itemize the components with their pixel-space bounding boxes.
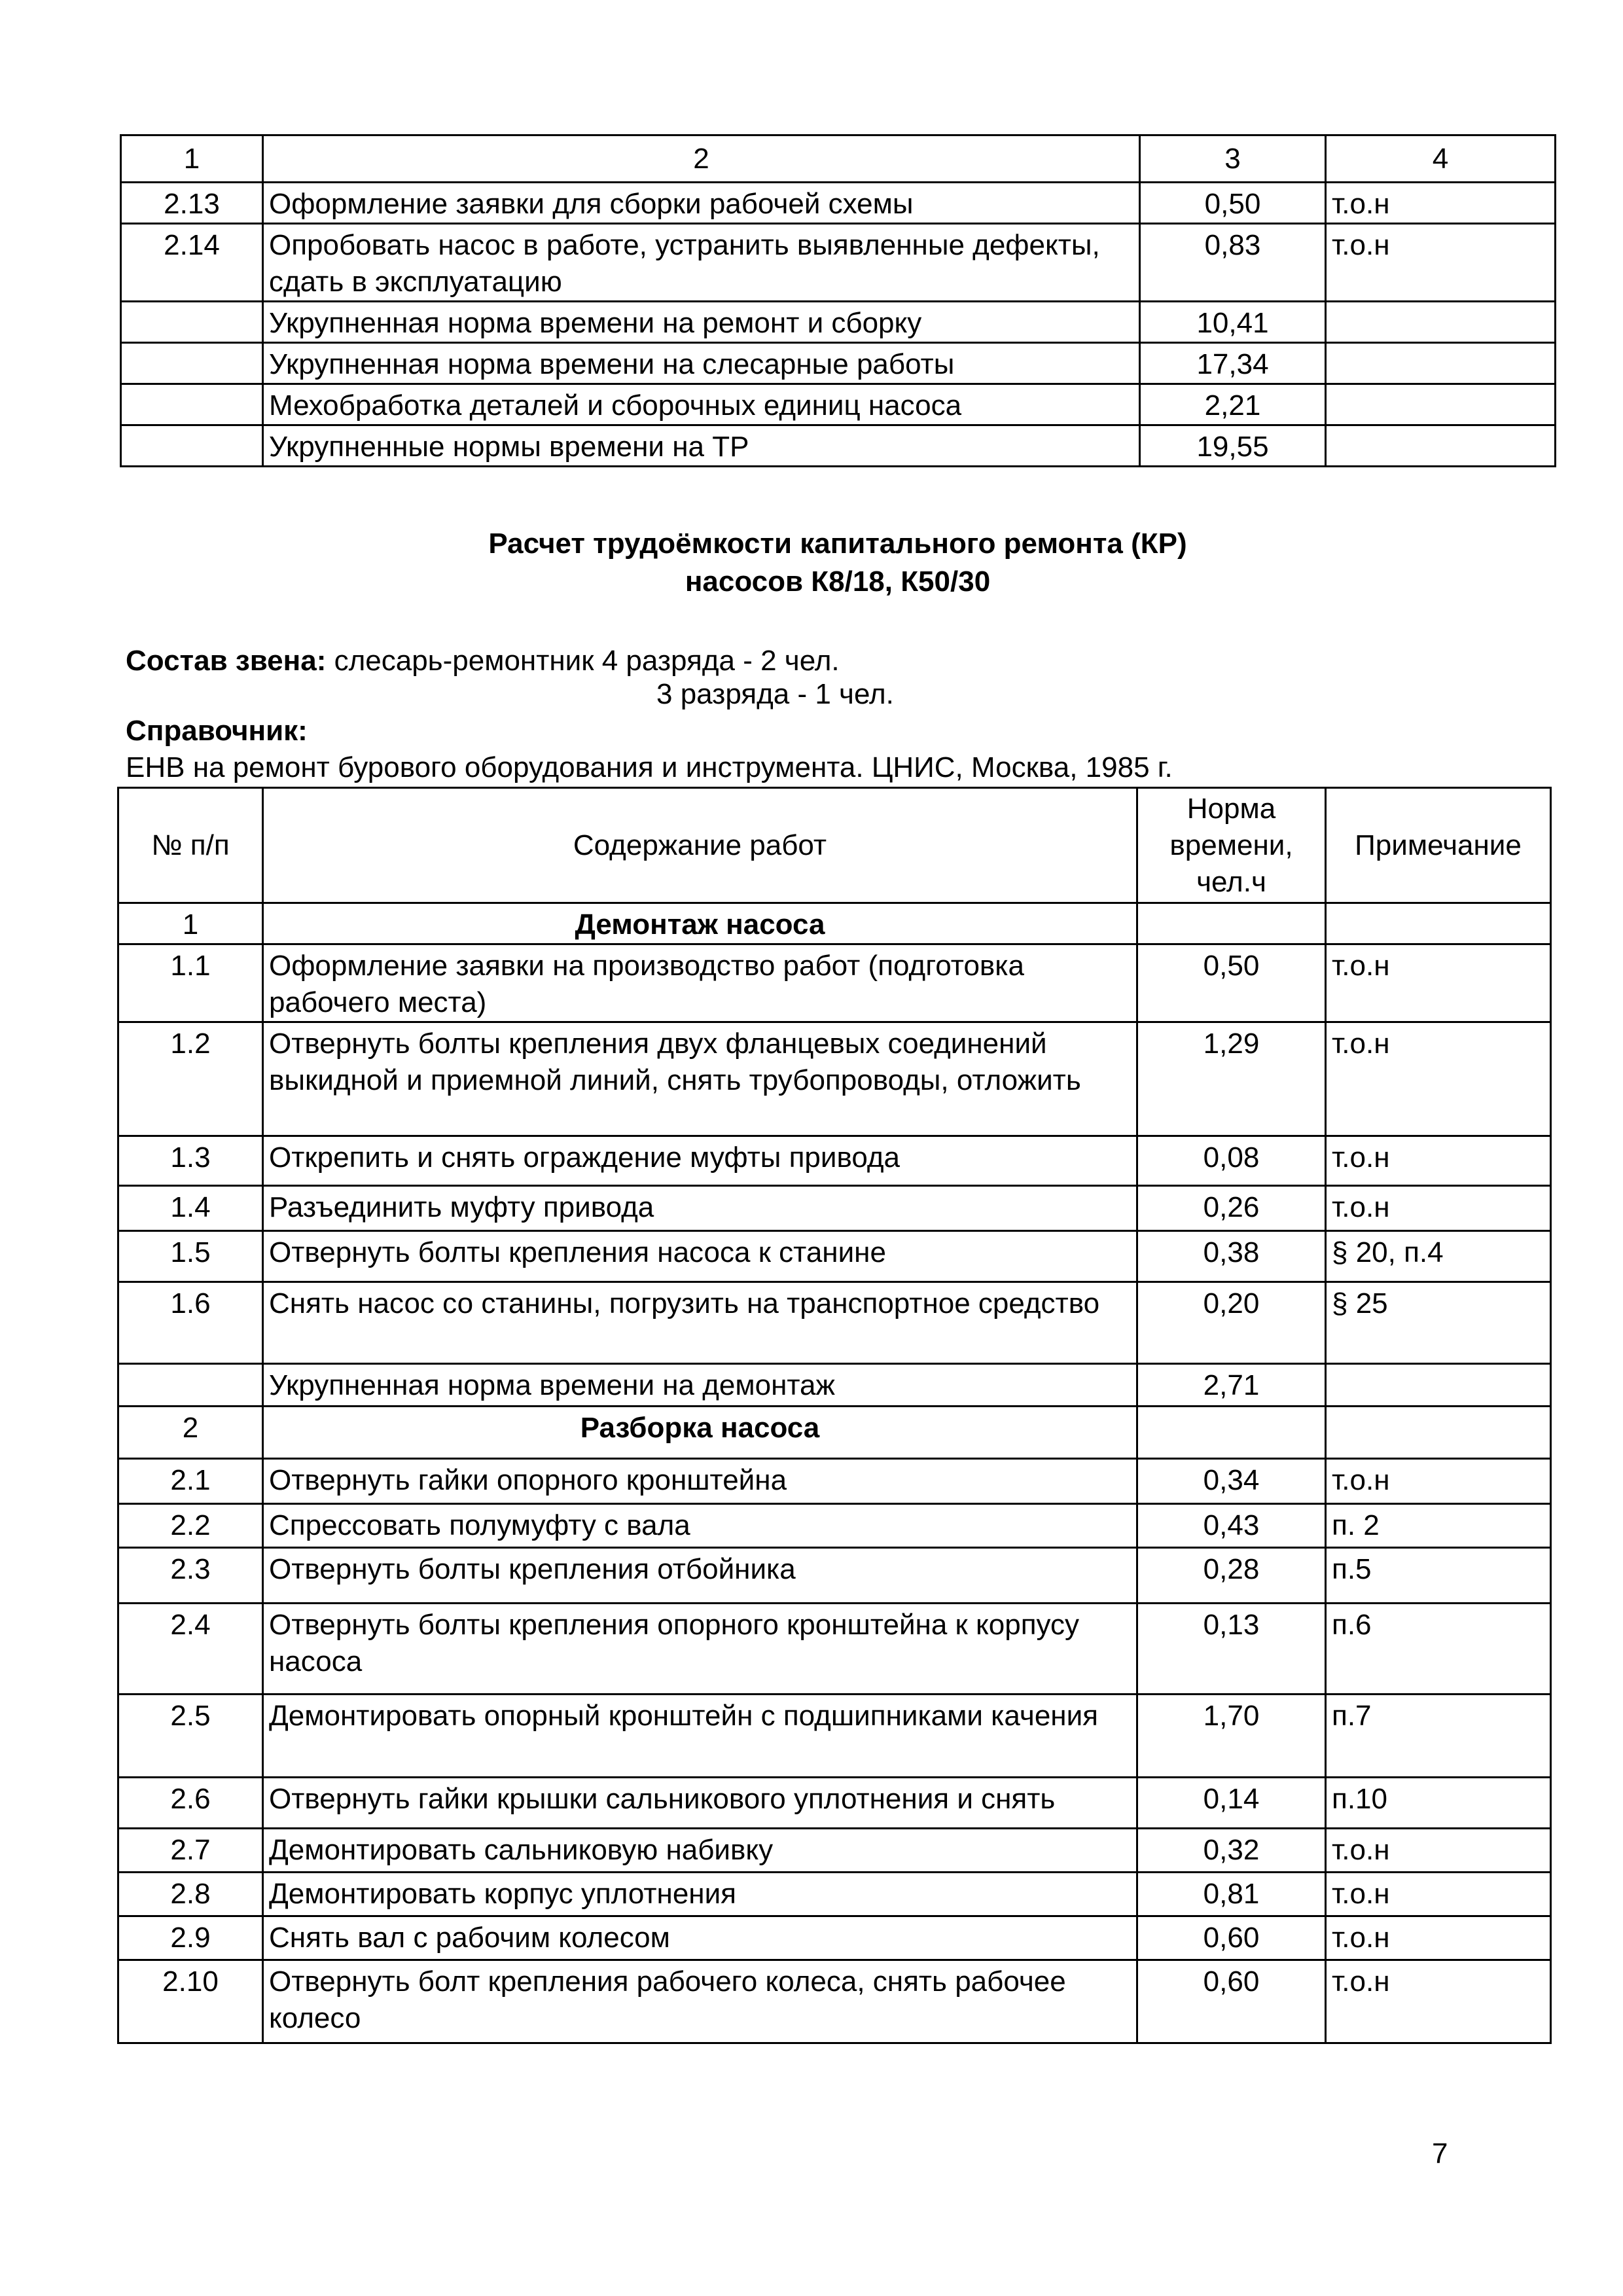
table-row — [118, 1136, 1551, 1186]
row-note: т.о.н — [1326, 1022, 1551, 1136]
row-note: т.о.н — [1326, 1873, 1551, 1916]
row-norm: 19,55 — [1140, 425, 1326, 467]
row-note: п. 2 — [1326, 1504, 1551, 1548]
row-number: 2.9 — [118, 1916, 263, 1960]
table-row — [121, 302, 1556, 343]
row-note: п.10 — [1326, 1778, 1551, 1829]
row-content: Мехобработка деталей и сборочных единиц насоса — [263, 384, 1140, 425]
row-number: 2.8 — [118, 1873, 263, 1916]
row-content: Открепить и снять ограждение муфты привода — [263, 1136, 1137, 1186]
table-row — [121, 384, 1556, 425]
row-number: 1.2 — [118, 1022, 263, 1136]
row-norm: 0,60 — [1137, 1916, 1326, 1960]
row-content: Отвернуть гайки крышки сальникового уплотнения и снять — [263, 1778, 1137, 1829]
row-number — [121, 425, 263, 467]
row-number: 2.5 — [118, 1695, 263, 1778]
section-row — [118, 903, 1551, 944]
table-row — [118, 1873, 1551, 1916]
table-row — [121, 224, 1556, 302]
row-note: т.о.н — [1326, 1916, 1551, 1960]
table-row — [118, 1459, 1551, 1504]
row-number: 2.4 — [118, 1604, 263, 1695]
row-norm: 17,34 — [1140, 343, 1326, 384]
labor-table — [117, 787, 1552, 2044]
section-heading: Разборка насоса — [263, 1407, 1137, 1459]
table-row — [118, 1778, 1551, 1829]
row-norm — [1137, 1407, 1326, 1459]
table-row — [118, 1916, 1551, 1960]
row-norm: 0,83 — [1140, 224, 1326, 302]
row-norm: 2,21 — [1140, 384, 1326, 425]
row-content: Спрессовать полумуфту с вала — [263, 1504, 1137, 1548]
section-title-line2: насосов К8/18, К50/30 — [685, 565, 991, 598]
row-content: Отвернуть болты крепления отбойника — [263, 1548, 1137, 1604]
table-row — [118, 1186, 1551, 1231]
row-number: 2.2 — [118, 1504, 263, 1548]
row-note: т.о.н — [1326, 944, 1551, 1022]
row-norm: 0,50 — [1140, 183, 1326, 224]
column-number-1: 1 — [121, 135, 263, 183]
section-heading: Демонтаж насоса — [263, 903, 1137, 944]
table-row — [118, 1829, 1551, 1873]
row-note — [1326, 384, 1556, 425]
row-content: Разъединить муфту привода — [263, 1186, 1137, 1231]
row-number — [121, 384, 263, 425]
row-number: 2.14 — [121, 224, 263, 302]
row-content: Демонтировать сальниковую набивку — [263, 1829, 1137, 1873]
column-number-3: 3 — [1140, 135, 1326, 183]
row-content: Укрупненная норма времени на слесарные работы — [263, 343, 1140, 384]
row-norm: 0,08 — [1137, 1136, 1326, 1186]
continuation-table — [120, 134, 1556, 467]
row-content: Укрупненная норма времени на демонтаж — [263, 1364, 1137, 1407]
row-content: Снять насос со станины, погрузить на транспортное средство — [263, 1282, 1137, 1364]
header-note: Примечание — [1326, 788, 1551, 903]
row-content: Отвернуть болты крепления двух фланцевых соединений выкидной и приемной линий, снять трубопроводы, отложить — [263, 1022, 1137, 1136]
row-number: 2.10 — [118, 1960, 263, 2043]
table-row — [118, 1695, 1551, 1778]
row-content: Отвернуть гайки опорного кронштейна — [263, 1459, 1137, 1504]
row-norm: 0,50 — [1137, 944, 1326, 1022]
row-norm: 1,29 — [1137, 1022, 1326, 1136]
crew-line2: 3 разряда - 1 чел. — [656, 678, 894, 710]
row-norm: 0,60 — [1137, 1960, 1326, 2043]
header-number: № п/п — [118, 788, 263, 903]
row-content: Укрупненные нормы времени на ТР — [263, 425, 1140, 467]
row-content: Демонтировать корпус уплотнения — [263, 1873, 1137, 1916]
column-number-2: 2 — [263, 135, 1140, 183]
page-number: 7 — [1432, 2138, 1448, 2170]
row-note — [1326, 1364, 1551, 1407]
row-note — [1326, 903, 1551, 944]
row-content: Оформление заявки для сборки рабочей схемы — [263, 183, 1140, 224]
table-row — [121, 343, 1556, 384]
section-row — [118, 1407, 1551, 1459]
row-norm — [1137, 903, 1326, 944]
crew-line — [126, 643, 840, 679]
table-row — [118, 1960, 1551, 2043]
row-content: Опробовать насос в работе, устранить выявленные дефекты, сдать в эксплуатацию — [263, 224, 1140, 302]
row-content: Отвернуть болты крепления насоса к станине — [263, 1231, 1137, 1282]
crew-label: Состав звена: — [126, 645, 327, 677]
row-number — [121, 343, 263, 384]
row-note: § 25 — [1326, 1282, 1551, 1364]
row-note: т.о.н — [1326, 1186, 1551, 1231]
row-number: 1.6 — [118, 1282, 263, 1364]
row-norm: 0,81 — [1137, 1873, 1326, 1916]
header-norm: Норма времени, чел.ч — [1137, 788, 1326, 903]
table-row — [118, 944, 1551, 1022]
row-note — [1326, 1407, 1551, 1459]
row-number: 1.4 — [118, 1186, 263, 1231]
row-norm: 2,71 — [1137, 1364, 1326, 1407]
row-number: 2.6 — [118, 1778, 263, 1829]
table-row — [118, 1604, 1551, 1695]
row-norm: 0,14 — [1137, 1778, 1326, 1829]
row-content: Отвернуть болты крепления опорного кронштейна к корпусу насоса — [263, 1604, 1137, 1695]
row-content: Укрупненная норма времени на ремонт и сборку — [263, 302, 1140, 343]
row-note: т.о.н — [1326, 1829, 1551, 1873]
table-row — [118, 1282, 1551, 1364]
section-title-line1: Расчет трудоёмкости капитального ремонта (КР) — [488, 528, 1187, 560]
row-number: 2.13 — [121, 183, 263, 224]
row-number: 2 — [118, 1407, 263, 1459]
row-note — [1326, 343, 1556, 384]
row-number: 2.7 — [118, 1829, 263, 1873]
column-number-row — [121, 135, 1556, 183]
row-norm: 1,70 — [1137, 1695, 1326, 1778]
row-content: Демонтировать опорный кронштейн с подшипниками качения — [263, 1695, 1137, 1778]
crew-line1: слесарь-ремонтник 4 разряда - 2 чел. — [326, 645, 840, 677]
row-note: т.о.н — [1326, 183, 1556, 224]
table-row — [118, 1231, 1551, 1282]
table-row — [118, 1022, 1551, 1136]
table-row — [118, 1364, 1551, 1407]
row-norm: 0,32 — [1137, 1829, 1326, 1873]
row-number: 1.1 — [118, 944, 263, 1022]
row-content: Оформление заявки на производство работ (подготовка рабочего места) — [263, 944, 1137, 1022]
row-number: 2.3 — [118, 1548, 263, 1604]
row-note: п.6 — [1326, 1604, 1551, 1695]
row-number: 2.1 — [118, 1459, 263, 1504]
table-row — [118, 1504, 1551, 1548]
row-note: т.о.н — [1326, 1960, 1551, 2043]
row-content: Снять вал с рабочим колесом — [263, 1916, 1137, 1960]
row-norm: 0,20 — [1137, 1282, 1326, 1364]
row-number: 1 — [118, 903, 263, 944]
row-number: 1.5 — [118, 1231, 263, 1282]
column-number-4: 4 — [1326, 135, 1556, 183]
table-header-row — [118, 788, 1551, 903]
row-note — [1326, 425, 1556, 467]
header-content: Содержание работ — [263, 788, 1137, 903]
table-row — [121, 183, 1556, 224]
row-norm: 0,43 — [1137, 1504, 1326, 1548]
row-number — [118, 1364, 263, 1407]
row-norm: 0,26 — [1137, 1186, 1326, 1231]
reference-text: ЕНВ на ремонт бурового оборудования и инструмента. ЦНИС, Москва, 1985 г. — [126, 751, 1173, 783]
row-norm: 10,41 — [1140, 302, 1326, 343]
row-norm: 0,34 — [1137, 1459, 1326, 1504]
row-note: п.7 — [1326, 1695, 1551, 1778]
reference-label: Справочник: — [126, 715, 308, 747]
row-content: Отвернуть болт крепления рабочего колеса, снять рабочее колесо — [263, 1960, 1137, 2043]
row-note: т.о.н — [1326, 1459, 1551, 1504]
row-note: п.5 — [1326, 1548, 1551, 1604]
row-norm: 0,28 — [1137, 1548, 1326, 1604]
row-note: т.о.н — [1326, 1136, 1551, 1186]
row-number: 1.3 — [118, 1136, 263, 1186]
row-norm: 0,13 — [1137, 1604, 1326, 1695]
row-note: т.о.н — [1326, 224, 1556, 302]
row-note: § 20, п.4 — [1326, 1231, 1551, 1282]
table-row — [118, 1548, 1551, 1604]
row-note — [1326, 302, 1556, 343]
row-number — [121, 302, 263, 343]
row-norm: 0,38 — [1137, 1231, 1326, 1282]
table-row — [121, 425, 1556, 467]
